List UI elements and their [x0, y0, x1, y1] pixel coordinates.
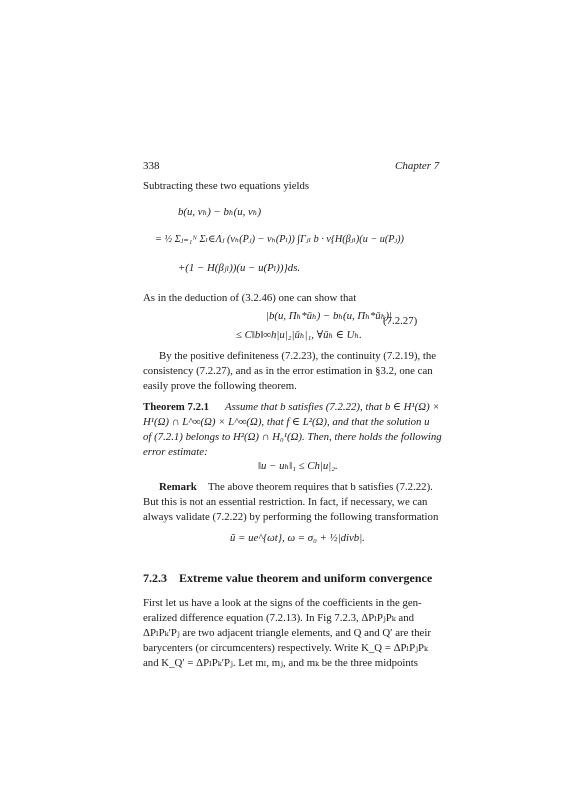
theorem-label: Theorem 7.2.1	[143, 401, 210, 413]
theorem-line-4: error estimate:	[143, 446, 208, 458]
remark-label: Remark	[159, 481, 197, 493]
section-number: 7.2.3	[143, 571, 167, 585]
remark-line-3: always validate (7.2.22) by performing the following transformation	[143, 511, 439, 523]
equation-1-line-3: +(1 − H(βⱼₗ))(u − u(Pₗ))}ds.	[178, 262, 301, 274]
theorem-line-2: H¹(Ω) ∩ L^∞(Ω) × L^∞(Ω), that f ∈ L²(Ω), and that the solution u	[143, 416, 430, 428]
equation-2-line-2: ≤ C‖b‖∞h|u|₂|ūₕ|₁, ∀ūₕ ∈ Uₕ.	[236, 329, 362, 341]
equation-1-line-2: = ½ Σⱼ₌₁ᴺ Σₗ∈Λⱼ (vₕ(Pⱼ) − vₕ(Pₗ)) ∫Γⱼₗ b · ν{H(βⱼₗ)(u − u(Pⱼ))	[155, 234, 404, 245]
theorem-line-1: Assume that b satisfies (7.2.22), that b ∈ H¹(Ω) ×	[225, 401, 440, 413]
section-line-4: barycenters (or circumcenters) respectively. Write K_Q = ΔPₗPⱼPₖ	[143, 642, 428, 654]
theorem-line-3: of (7.2.1) belongs to H²(Ω) ∩ H₀¹(Ω). Then, there holds the following	[143, 431, 442, 443]
section-line-5: and K_Q′ = ΔPₗPₖ′Pⱼ. Let mₗ, mⱼ, and mₖ be the three midpoints	[143, 657, 418, 669]
page-number: 338	[143, 160, 160, 172]
paragraph-positive-line-1: By the positive definiteness (7.2.23), the continuity (7.2.19), the	[159, 350, 437, 362]
transform-equation: ũ = ue^{ωt}, ω = σ₀ + ½|divb|.	[230, 532, 365, 544]
equation-2-line-1: |b(u, Πₕ*ūₕ) − bₕ(u, Πₕ*ūₕ)|	[266, 310, 392, 322]
theorem-estimate: ‖u − uₕ‖₁ ≤ Ch|u|₂.	[258, 460, 338, 472]
remark-line-1: The above theorem requires that b satisfies (7.2.22).	[208, 481, 433, 493]
paragraph-positive-line-3: easily prove the following theorem.	[143, 380, 297, 392]
equation-1-line-1: b(u, vₕ) − bₕ(u, vₕ)	[178, 206, 262, 218]
section-line-3: ΔPₗPₖ′Pⱼ are two adjacent triangle elements, and Q and Q′ are their	[143, 627, 431, 639]
section-line-2: eralized difference equation (7.2.13). In Fig 7.2.3, ΔPₗPⱼPₖ and	[143, 612, 415, 624]
equation-2-number: (7.2.27)	[383, 315, 418, 327]
chapter-running-head: Chapter 7	[395, 160, 440, 172]
remark-line-2: But this is not an essential restriction. In fact, if necessary, we can	[143, 496, 428, 508]
section-line-1: First let us have a look at the signs of the coefficients in the gen-	[143, 597, 422, 609]
section-title: Extreme value theorem and uniform convergence	[179, 571, 433, 585]
paragraph-positive-line-2: consistency (7.2.27), and as in the error estimation in §3.2, one can	[143, 365, 433, 377]
intro-text: Subtracting these two equations yields	[143, 180, 310, 192]
deduction-paragraph: As in the deduction of (3.2.46) one can show that	[143, 292, 357, 304]
